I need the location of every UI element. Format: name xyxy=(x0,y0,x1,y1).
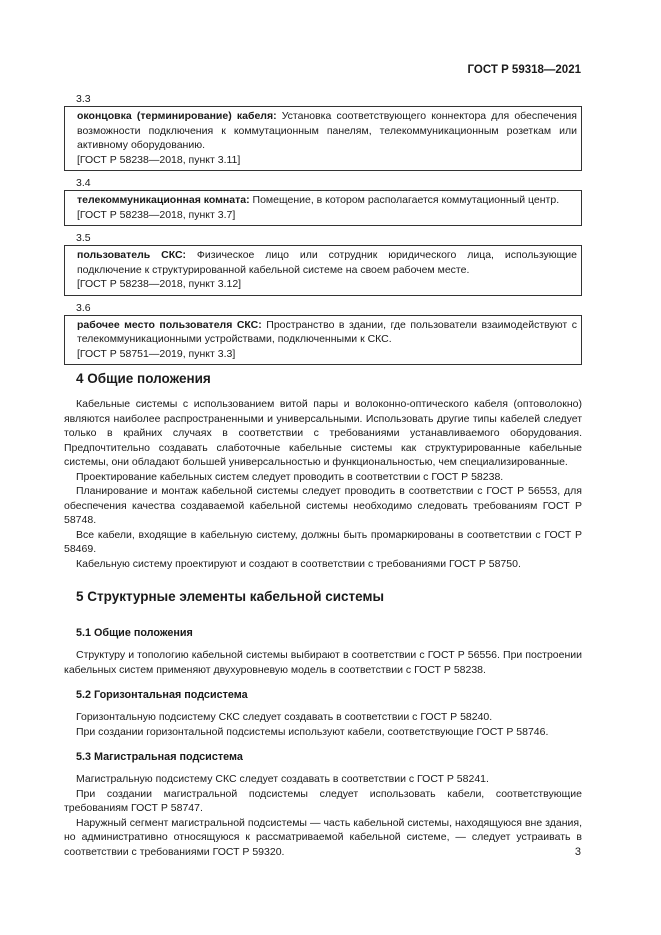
definition-text: Физическое лицо или сотрудник юридического лица, использующие подключение к структурированной кабельной системе на своем рабочем месте. xyxy=(77,249,577,276)
definition-reference: [ГОСТ Р 58751—2019, пункт 3.3] xyxy=(77,347,236,360)
subsection-heading: 5.2 Горизонтальная подсистема xyxy=(76,689,248,701)
paragraph: Кабельные системы с использованием витой пары и волоконно-оптического кабеля (оптоволокно) являются наиболее распространенными и универсальными. Использовать другие типы кабелей следует только в крайних случаях в соответствии с требованиями устанавливаемого оборудования. Предпочтительно создавать слаботочные кабельные системы как структурированные кабельные системы, они обладают большей универсальностью и функциональностью, чем специализированные. xyxy=(64,398,582,468)
paragraph: Кабельную систему проектируют и создают в соответствии с требованиями ГОСТ Р 58750. xyxy=(76,557,521,570)
definition-reference: [ГОСТ Р 58238—2018, пункт 3.12] xyxy=(77,278,242,290)
definition-number: 3.3 xyxy=(76,93,91,105)
definition-term: рабочее место пользователя СКС: xyxy=(77,318,262,331)
paragraph: При создании горизонтальной подсистемы используют кабели, соответствующие ГОСТ Р 58746. xyxy=(76,725,549,738)
definition-text: Установка соответствующего коннектора для обеспечения возможности подключения к коммутационным панелям, телекоммуникационным розеткам или активному оборудованию. xyxy=(77,110,577,151)
definition-3-3 xyxy=(64,92,582,171)
paragraph: Структуру и топологию кабельной системы выбирают в соответствии с ГОСТ Р 56556. При построении кабельных систем применяют двухуровневую модель в соответствии с ГОСТ Р 58238. xyxy=(64,649,582,676)
definition-reference: [ГОСТ Р 58238—2018, пункт 3.7] xyxy=(77,208,236,221)
document-body xyxy=(64,371,582,859)
paragraph: Магистральную подсистему СКС следует создавать в соответствии с ГОСТ Р 58241. xyxy=(76,773,489,785)
definition-number: 3.4 xyxy=(76,177,91,189)
definition-term: пользователь СКС: xyxy=(77,249,187,261)
paragraph: Проектирование кабельных систем следует проводить в соответствии с ГОСТ Р 58238. xyxy=(76,470,504,483)
definitions-list xyxy=(64,92,582,370)
definition-text: Помещение, в котором располагается коммутационный центр. xyxy=(252,194,560,206)
definition-3-5 xyxy=(64,231,582,296)
page-number: 3 xyxy=(574,846,581,858)
definition-number: 3.5 xyxy=(76,232,91,244)
definition-term: телекоммуникационная комната: xyxy=(77,194,250,206)
subsection-heading: 5.3 Магистральная подсистема xyxy=(76,751,243,763)
definition-3-4 xyxy=(64,176,582,226)
subsection-heading: 5.1 Общие положения xyxy=(76,627,193,639)
section-heading: 5 Структурные элементы кабельной системы xyxy=(76,589,385,604)
paragraph: При создании магистральной подсистемы следует использовать кабели, соответствующие требованиям ГОСТ Р 58747. xyxy=(64,787,582,814)
definition-text: Пространство в здании, где пользователи взаимодействуют с телекоммуникационными устройствами, подключенными к СКС. xyxy=(77,318,577,345)
definition-reference: [ГОСТ Р 58238—2018, пункт 3.11] xyxy=(77,153,241,166)
subsection-5-2 xyxy=(64,688,582,739)
document-designation: ГОСТ Р 59318—2021 xyxy=(467,64,581,76)
section-4 xyxy=(64,371,582,571)
definition-number: 3.6 xyxy=(76,301,91,314)
paragraph: Горизонтальную подсистему СКС следует создавать в соответствии с ГОСТ Р 58240. xyxy=(76,711,493,723)
definition-box xyxy=(64,315,582,366)
definition-box xyxy=(64,245,582,296)
paragraph: Все кабели, входящие в кабельную систему, должны быть промаркированы в соответствии с ГОСТ Р 58469. xyxy=(64,528,582,555)
subsection-5-1 xyxy=(64,626,582,677)
definition-term: оконцовка (терминирование) кабеля: xyxy=(77,110,277,122)
section-5 xyxy=(64,589,582,859)
section-heading: 4 Общие положения xyxy=(76,371,211,386)
definition-box xyxy=(64,190,582,226)
definition-box xyxy=(64,106,582,171)
subsection-5-3 xyxy=(64,750,582,859)
definition-3-6 xyxy=(64,301,582,366)
paragraph: Планирование и монтаж кабельной системы следует проводить в соответствии с ГОСТ Р 56553, для обеспечения качества создаваемой кабельной системы необходимо следовать требованиям ГОСТ Р 58748. xyxy=(64,485,582,526)
paragraph: Наружный сегмент магистральной подсистемы — часть кабельной системы, находящуюся вне здания, но административно относящуюся к рассматриваемой кабельной системе, — следует устраивать в соответствии с требованиями ГОСТ Р 59320. xyxy=(64,816,582,858)
